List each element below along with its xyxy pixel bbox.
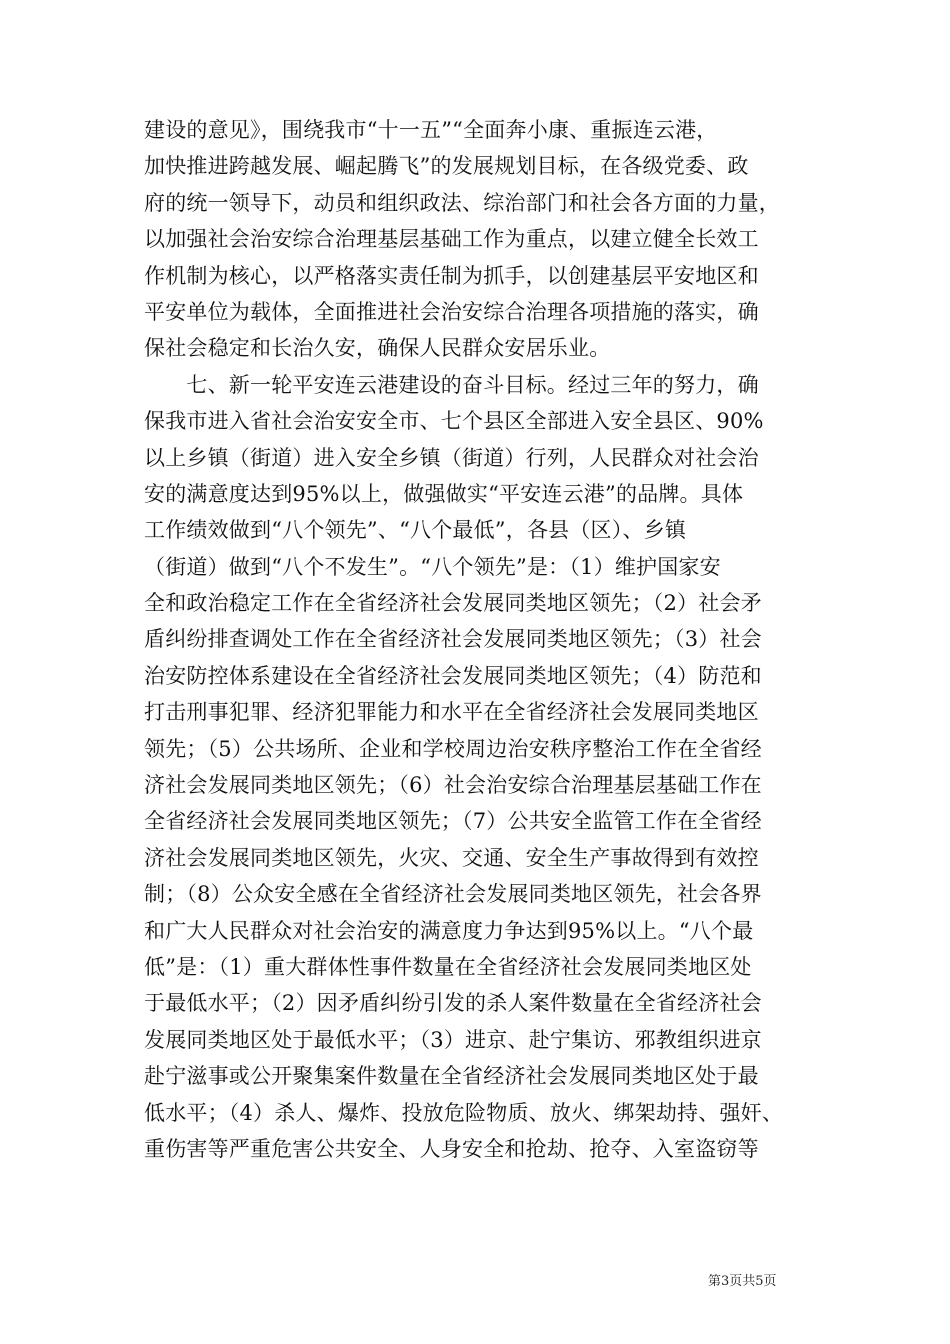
text-line: 和广大人民群众对社会治安的满意度力争达到95%以上。“八个最 <box>144 918 754 943</box>
text-line: 保我市进入省社会治安安全市、七个县区全部进入安全县区、90% <box>144 409 764 434</box>
text-line: 保社会稳定和长治久安，确保人民群众安居乐业。 <box>144 336 611 361</box>
text-line: 济社会发展同类地区领先；（6）社会治安综合治理基层基础工作在 <box>144 773 762 798</box>
text-line: 治安防控体系建设在全省经济社会发展同类地区领先；（4）防范和 <box>144 663 762 688</box>
text-line: 工作绩效做到“八个领先”、“八个最低”，各县（区）、乡镇 <box>144 518 687 543</box>
page-number: 第3页共5页 <box>708 1274 777 1289</box>
text-line: 全省经济社会发展同类地区领先；（7）公共安全监管工作在全省经 <box>144 809 762 834</box>
text-line: 低水平；（4）杀人、爆炸、投放危险物质、放火、绑架劫持、强奸、 <box>144 1100 784 1125</box>
text-line: 于最低水平；（2）因矛盾纠纷引发的杀人案件数量在全省经济社会 <box>144 991 762 1016</box>
text-line: 以上乡镇（街道）进入安全乡镇（街道）行列，人民群众对社会治 <box>144 445 759 470</box>
text-line: 七、新一轮平安连云港建设的奋斗目标。经过三年的努力，确 <box>144 372 759 397</box>
text-line: 以加强社会治安综合治理基层基础工作为重点，以建立健全长效工 <box>144 227 759 252</box>
text-line: 打击刑事犯罪、经济犯罪能力和水平在全省经济社会发展同类地区 <box>144 700 759 725</box>
text-line: 加快推进跨越发展、崛起腾飞”的发展规划目标，在各级党委、政 <box>144 154 749 179</box>
text-line: 全和政治稳定工作在全省经济社会发展同类地区领先；（2）社会矛 <box>144 591 762 616</box>
body-text <box>144 112 808 1167</box>
text-line: 济社会发展同类地区领先，火灾、交通、安全生产事故得到有效控 <box>144 845 759 870</box>
text-line: 安的满意度达到95%以上，做强做实“平安连云港”的品牌。具体 <box>144 481 744 506</box>
text-line: 作机制为核心，以严格落实责任制为抓手，以创建基层平安地区和 <box>144 263 759 288</box>
text-line: 平安单位为载体，全面推进社会治安综合治理各项措施的落实，确 <box>144 299 759 324</box>
text-line: 建设的意见》，围绕我市“十一五”“全面奔小康、重振连云港， <box>144 118 718 142</box>
text-line: 府的统一领导下，动员和组织政法、综治部门和社会各方面的力量， <box>144 190 780 215</box>
text-line: （街道）做到“八个不发生”。“八个领先”是：（1）维护国家安 <box>144 554 721 579</box>
text-line: 制；（8）公众安全感在全省经济社会发展同类地区领先，社会各界 <box>144 882 762 907</box>
text-line: 低”是：（1）重大群体性事件数量在全省经济社会发展同类地区处 <box>144 954 752 979</box>
text-line: 领先；（5）公共场所、企业和学校周边治安秩序整治工作在全省经 <box>144 736 762 761</box>
text-line: 重伤害等严重危害公共安全、人身安全和抢劫、抢夺、入室盗窃等 <box>144 1136 759 1161</box>
text-line: 发展同类地区处于最低水平；（3）进京、赴宁集访、邪教组织进京 <box>144 1027 762 1052</box>
text-line: 盾纠纷排查调处工作在全省经济社会发展同类地区领先；（3）社会 <box>144 627 762 652</box>
text-line: 赴宁滋事或公开聚集案件数量在全省经济社会发展同类地区处于最 <box>144 1064 759 1089</box>
